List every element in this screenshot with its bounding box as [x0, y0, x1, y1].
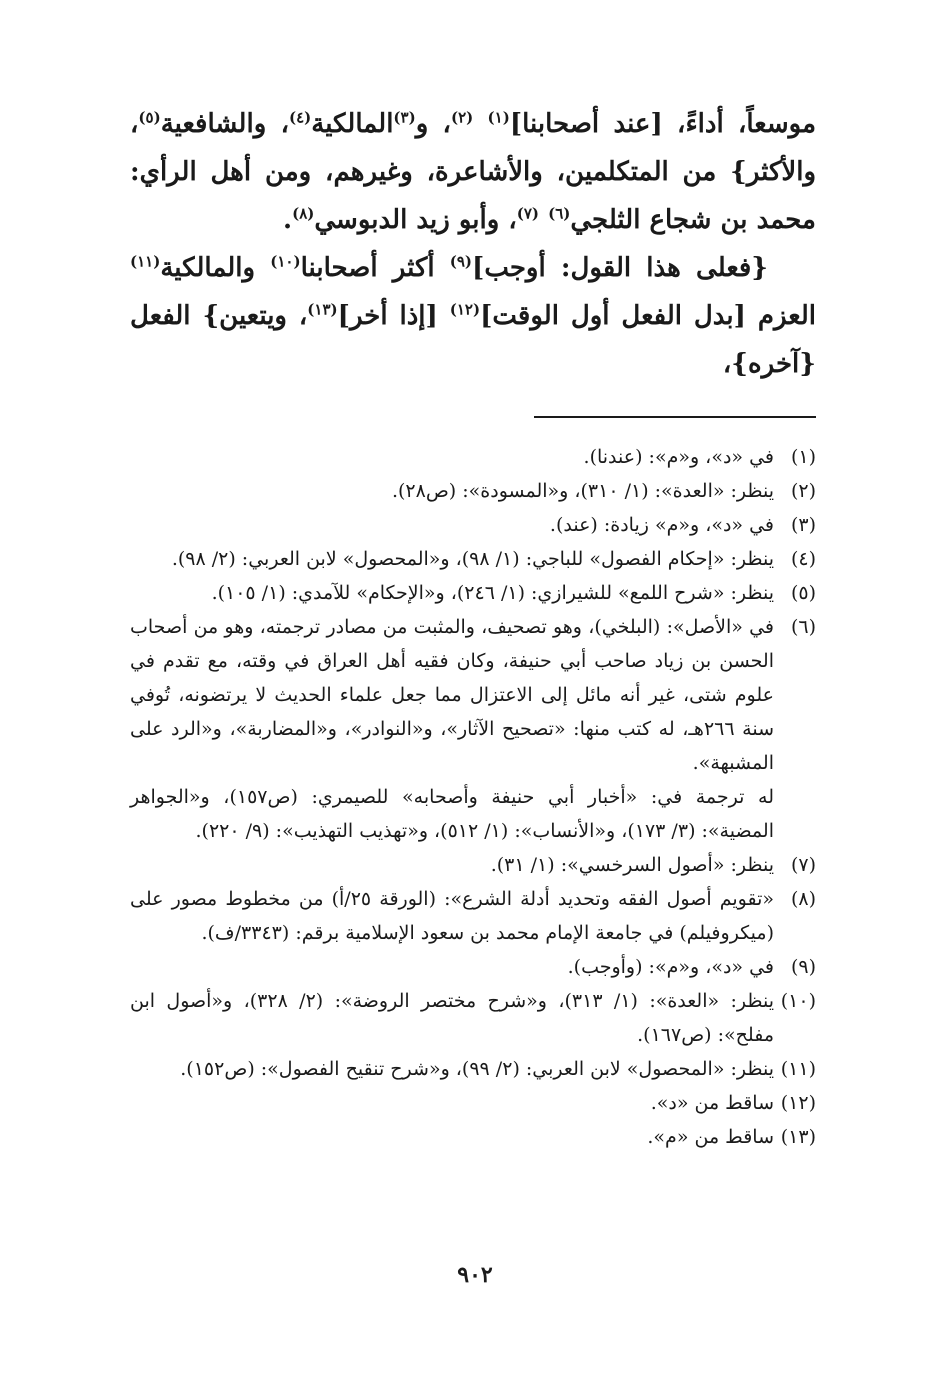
footnotes: [130, 440, 816, 1154]
footnote-separator: [534, 416, 816, 418]
footnote-text: في «د»، و«م» زيادة: (عند).: [549, 514, 774, 536]
footnote-number: (١٠): [780, 990, 816, 1012]
text-run: .: [283, 205, 293, 235]
main-paragraph-1: [130, 100, 816, 244]
footnote-ref: (٤): [288, 108, 312, 127]
main-text: [130, 100, 816, 388]
text-run: العزم [بدل الفعل أول الوقت]: [480, 301, 816, 331]
text-run: ، ويتعين} الفعل {آخره}،: [130, 301, 816, 379]
footnote-ref: (١٣): [307, 300, 338, 319]
text-run: ، وأبو زيد الدبوسي: [314, 205, 517, 235]
footnote-text: ينظر: «إحكام الفصول» للباجي: (١/ ٩٨)، و«المحصول» لابن العربي: (٢/ ٩٨).: [171, 548, 774, 570]
footnote-text: [130, 610, 774, 848]
footnote-number: (١١): [780, 1058, 816, 1080]
footnote-text: «تقويم أصول الفقه وتحديد أدلة الشرع»: (الورقة ٢٥/أ) من مخطوط مصور على (ميكروفيلم) في جامعة الإمام محمد بن سعود الإسلامية برقم: (٣٣٤٣/ف).: [130, 888, 774, 944]
footnote-text: ينظر: «المحصول» لابن العربي: (٢/ ٩٩)، و«شرح تنقيح الفصول»: (ص١٥٢).: [180, 1058, 774, 1080]
footnote-number: (٢): [790, 480, 816, 502]
footnote-12: [130, 1086, 816, 1120]
footnote-number: (١٢): [780, 1092, 816, 1114]
footnote-10: [130, 984, 816, 1052]
text-run: ، والشافعية: [160, 109, 289, 139]
footnote-11: [130, 1052, 816, 1086]
footnote-8: [130, 882, 816, 950]
footnote-4: [130, 542, 816, 576]
footnote-number: (٣): [790, 514, 816, 536]
footnote-1: [130, 440, 816, 474]
text-run: ، و: [415, 109, 451, 139]
footnote-6: [130, 610, 816, 848]
footnote-text: ساقط من «د».: [650, 1092, 774, 1114]
footnote-number: (٥): [790, 582, 816, 604]
footnote-ref: (٣): [393, 108, 416, 127]
footnote-9: [130, 950, 816, 984]
footnote-2: [130, 474, 816, 508]
footnote-number: (٦): [790, 616, 816, 638]
footnote-text: في «د»، و«م»: (وأوجب).: [567, 956, 774, 978]
footnote-ref: (١٠): [270, 252, 301, 271]
footnote-ref: (١): [487, 108, 510, 127]
text-run: أكثر أصحابنا: [300, 253, 450, 283]
footnote-text: ينظر: «شرح اللمع» للشيرازي: (١/ ٢٤٦)، و«الإحكام» للآمدي: (١/ ١٠٥).: [211, 582, 774, 604]
footnote-number: (٤): [790, 548, 816, 570]
footnote-text: ينظر: «العدة»: (١/ ٣١٠)، و«المسودة»: (ص٢٨).: [391, 480, 774, 502]
footnote-ref: (٩): [449, 252, 473, 271]
footnote-number: (٨): [790, 888, 816, 910]
footnote-number: (٩): [790, 956, 816, 978]
footnote-ref: (٢): [450, 108, 474, 127]
footnote-ref: (٨): [292, 204, 315, 223]
footnote-ref: (١١): [130, 252, 161, 271]
footnote-ref: (٧): [516, 204, 540, 223]
footnote-text: في «د»، و«م»: (عندنا).: [583, 446, 774, 468]
footnote-number: (١): [790, 446, 816, 468]
page-number: ٩٠٢: [457, 1262, 493, 1288]
footnote-13: [130, 1120, 816, 1154]
footnote-ref: (١٢): [449, 300, 481, 319]
main-paragraph-2: [130, 244, 816, 388]
footnote-text: ينظر: «العدة»: (١/ ٣١٣)، و«شرح مختصر الروضة»: (٢/ ٣٢٨)، و«أصول ابن مفلح»: (ص١٦٧).: [130, 990, 774, 1046]
text-run: موسعاً، أداءً، [عند أصحابنا]: [509, 109, 816, 139]
footnote-ref: (٥): [138, 108, 161, 127]
footnote-ref: (٦): [548, 204, 571, 223]
text-run: المالكية: [311, 109, 394, 139]
footnote-3: [130, 508, 816, 542]
footnote-text-main: في «الأصل»: (البلخي)، وهو تصحيف، والمثبت من مصادر ترجمته، وهو من أصحاب الحسن بن زياد صاحب أبي حنيفة، وكان فقيه أهل العراق في وقته، مع تقدم في علوم شتى، غير أنه مائل إلى الاعتزال مما جعل علماء الحديث لا يرتضونه، تُوفي سنة ٢٦٦هـ، له كتب منها: «تصحيح الآثار»، و«النوادر»، و«المضاربة»، و«الرد على المشبهة».: [130, 616, 774, 774]
text-run: ، والأكثر} من المتكلمين، والأشاعرة، وغيرهم، ومن أهل الرأي: محمد بن شجاع الثلجي: [130, 109, 816, 235]
text-run: [إذا أخر]: [337, 301, 450, 331]
text-run: {فعلى هذا القول: أوجب]: [472, 253, 769, 283]
footnote-number: (١٣): [780, 1126, 816, 1148]
footnote-text: ساقط من «م».: [647, 1126, 774, 1148]
footnote-5: [130, 576, 816, 610]
footnote-number: (٧): [790, 854, 816, 876]
text-run: والمالكية: [160, 253, 271, 283]
footnote-7: [130, 848, 816, 882]
footnote-text-references: له ترجمة في: «أخبار أبي حنيفة وأصحابه» للصيمري: (ص١٥٧)، و«الجواهر المضية»: (٣/ ١٧٣)، و«الأنساب»: (١/ ٥١٢)، و«تهذيب التهذيب»: (٩/ ٢٢٠).: [130, 786, 774, 842]
footnote-text: ينظر: «أصول السرخسي»: (١/ ٣١).: [490, 854, 774, 876]
